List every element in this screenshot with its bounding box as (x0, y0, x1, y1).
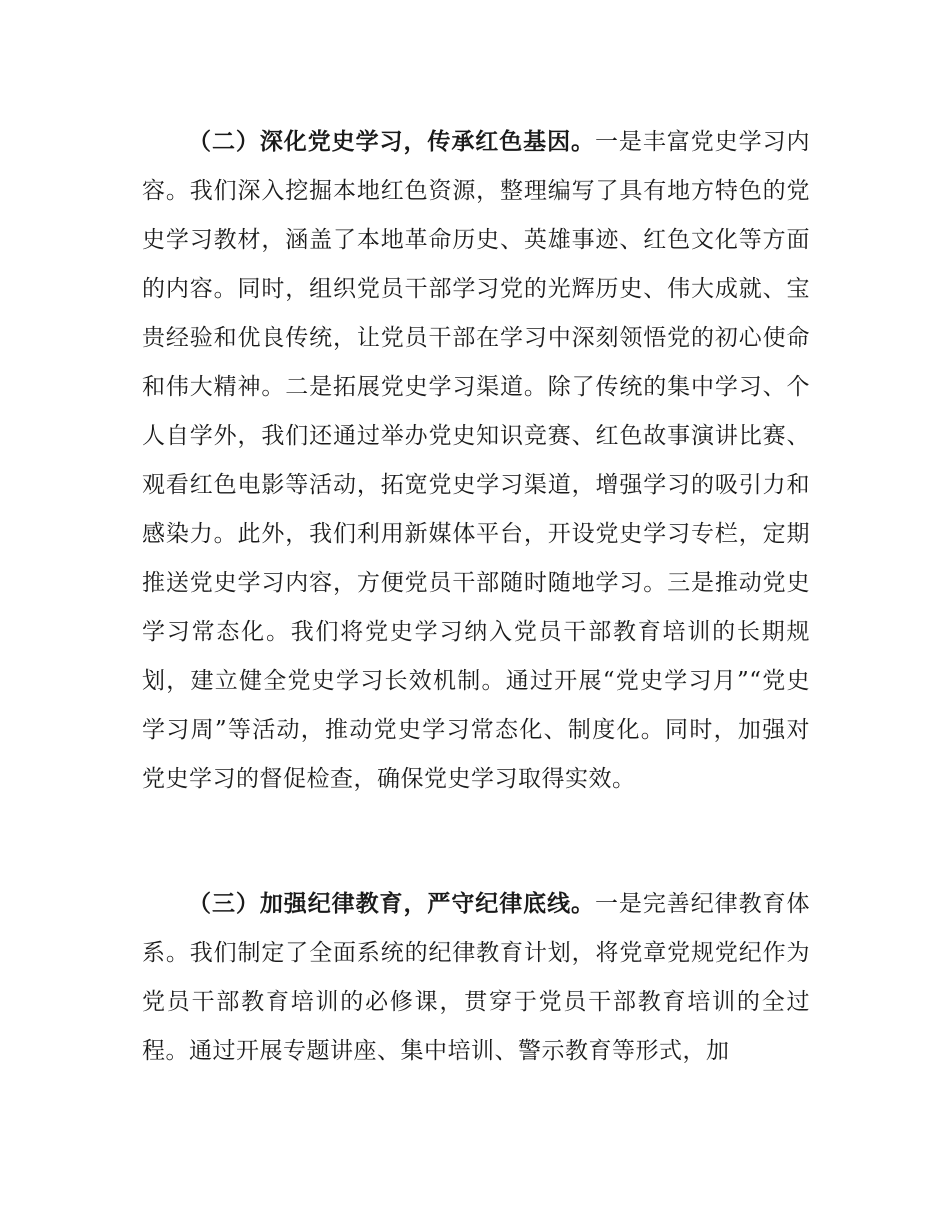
paragraph-party-history (142, 118, 810, 804)
section-heading-discipline-education: （三）加强纪律教育，严守纪律底线。 (188, 891, 595, 917)
paragraph-body-party-history: 一是丰富党史学习内容。我们深入挖掘本地红色资源，整理编写了具有地方特色的党史学习教材，涵盖了本地革命历史、英雄事迹、红色文化等方面的内容。同时，组织党员干部学习党的光辉历史、伟大成就、宝贵经验和优良传统，让党员干部在学习中深刻领悟党的初心使命和伟大精神。二是拓展党史学习渠道。除了传统的集中学习、个人自学外，我们还通过举办党史知识竞赛、红色故事演讲比赛、观看红色电影等活动，拓宽党史学习渠道，增强学习的吸引力和感染力。此外，我们利用新媒体平台，开设党史学习专栏，定期推送党史学习内容，方便党员干部随时随地学习。三是推动党史学习常态化。我们将党史学习纳入党员干部教育培训的长期规划，建立健全党史学习长效机制。通过开展“党史学习月”“党史学习周”等活动，推动党史学习常态化、制度化。同时，加强对党史学习的督促检查，确保党史学习取得实效。 (142, 129, 811, 792)
paragraph-body-discipline-education: 一是完善纪律教育体系。我们制定了全面系统的纪律教育计划，将党章党规党纪作为党员干部教育培训的必修课，贯穿于党员干部教育培训的全过程。通过开展专题讲座、集中培训、警示教育等形式，加 (142, 891, 811, 1064)
paragraph-discipline-education (142, 880, 810, 1076)
section-heading-party-history: （二）深化党史学习，传承红色基因。 (188, 129, 595, 155)
